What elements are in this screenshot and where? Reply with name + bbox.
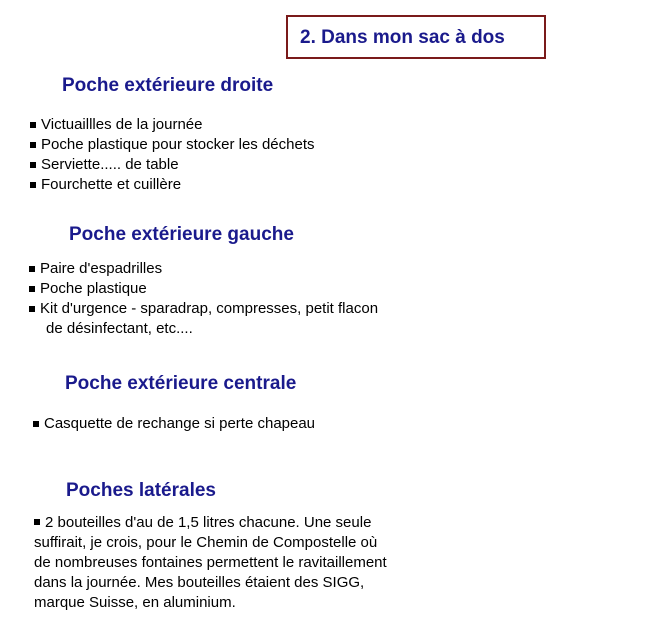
list-item: Victuaillles de la journée [30,115,315,135]
paragraph-line: 2 bouteilles d'au de 1,5 litres chacune. Une seule [34,513,424,533]
list-item: Fourchette et cuillère [30,175,315,195]
list-item: Serviette..... de table [30,155,315,175]
page-title: 2. Dans mon sac à dos [300,27,505,48]
bullet-icon [34,519,40,525]
title-box [286,15,546,59]
list-poche-centrale [33,414,315,434]
list-item: Paire d'espadrilles [29,259,378,279]
bullet-icon [30,122,36,128]
list-poche-droite [30,115,315,195]
paragraph-line: dans la journée. Mes bouteilles étaient des SIGG, [34,574,365,591]
list-item: Poche plastique [29,279,378,299]
list-item-continuation: de désinfectant, etc.... [46,320,193,337]
paragraph-line: de nombreuses fontaines permettent le ravitaillement [34,554,387,571]
bullet-icon [30,182,36,188]
section-heading-poche-centrale: Poche extérieure centrale [65,373,297,394]
section-heading-poche-gauche: Poche extérieure gauche [69,224,294,245]
section-heading-poche-droite: Poche extérieure droite [62,75,274,96]
paragraph-line: marque Suisse, en aluminium. [34,594,236,611]
bullet-icon [29,286,35,292]
bullet-icon [29,306,35,312]
section-heading-poches-laterales: Poches latérales [66,480,216,501]
bullet-icon [30,162,36,168]
paragraph-poches-laterales [34,513,424,613]
paragraph-line: suffirait, je crois, pour le Chemin de Compostelle où [34,534,378,551]
bullet-icon [30,142,36,148]
list-item: Kit d'urgence - sparadrap, compresses, petit flacon de désinfectant, etc.... [29,299,378,339]
list-item: Casquette de rechange si perte chapeau [33,414,315,434]
list-item: Poche plastique pour stocker les déchets [30,135,315,155]
bullet-icon [29,266,35,272]
bullet-icon [33,421,39,427]
list-poche-gauche [29,259,378,339]
